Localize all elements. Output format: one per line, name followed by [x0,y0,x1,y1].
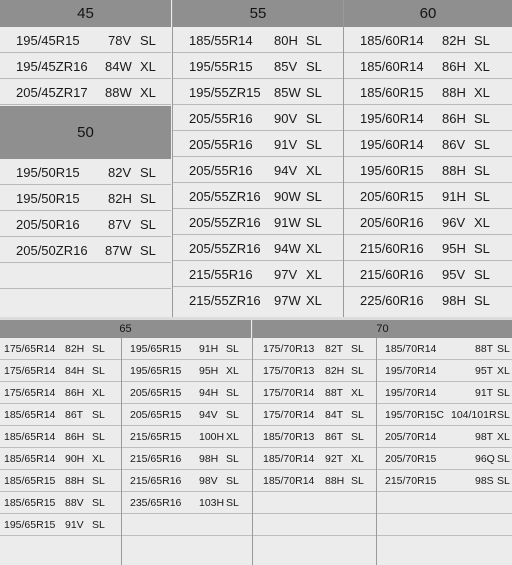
tire-size: 205/65R15 [130,387,182,399]
tire-size: 215/65R16 [130,475,182,487]
table-row [122,382,252,404]
load-speed: 95H [199,365,219,377]
tire-size: 195/45R15 [16,33,80,48]
table-row [0,514,121,536]
table-row [344,27,512,53]
load-speed: 91H [199,343,219,355]
load-type: SL [92,409,105,421]
table-row [122,360,252,382]
table-row [0,53,171,79]
tire-size: 215/65R16 [130,453,182,465]
load-speed: 100H [199,431,225,443]
load-type: SL [474,267,490,282]
table-row [344,261,512,287]
tire-size: 185/60R15 [360,85,424,100]
tire-size: 195/70R14 [385,365,437,377]
load-type: XL [226,431,239,443]
table-row [0,470,121,492]
table-row [344,183,512,209]
table-row [122,404,252,426]
load-speed: 98T [475,431,494,443]
tire-size: 175/70R14 [263,387,315,399]
table-row [173,209,343,235]
load-speed: 95V [442,267,466,282]
table-row [377,470,512,492]
load-speed: 94V [199,409,218,421]
tire-size: 205/55ZR16 [189,241,261,256]
tire-size: 195/60R14 [360,137,424,152]
load-speed: 92T [325,453,344,465]
table-row [253,360,376,382]
load-type: SL [474,293,490,308]
table-row [344,157,512,183]
tire-size: 195/55R15 [189,59,253,74]
load-type: SL [92,475,105,487]
tire-size: 215/60R16 [360,267,424,282]
tire-size: 205/55R16 [189,163,253,178]
table-row [0,382,121,404]
load-type: SL [140,243,156,258]
load-speed: 94V [274,163,298,178]
load-type: SL [226,475,239,487]
load-type: SL [497,387,510,399]
tire-size: 205/50ZR16 [16,243,88,258]
tire-size: 195/60R14 [360,111,424,126]
table-row [0,79,171,105]
load-speed: 95H [442,241,466,256]
load-type: SL [474,137,490,152]
series-header-65: 65 [0,320,251,338]
load-type: SL [226,387,239,399]
table-row [173,183,343,209]
empty-row [122,514,252,536]
load-speed: 98H [199,453,219,465]
tire-size: 205/45ZR17 [16,85,88,100]
table-row [344,79,512,105]
tire-size: 175/65R14 [4,365,56,377]
table-row [0,27,171,53]
tire-size: 205/55R16 [189,111,253,126]
series-header-70: 70 [253,320,512,338]
tire-size: 175/65R14 [4,387,56,399]
load-type: XL [497,365,510,377]
empty-row [0,536,121,558]
series-header-60: 60 [344,0,512,27]
table-row [0,448,121,470]
load-speed: 85V [274,59,298,74]
tire-size: 215/55R16 [189,267,253,282]
load-type: XL [474,215,490,230]
table-row [344,287,512,313]
load-type: SL [497,343,510,355]
load-type: XL [497,431,510,443]
empty-row [122,536,252,558]
load-type: SL [474,33,490,48]
tire-size: 195/60R15 [360,163,424,178]
load-speed: 91H [442,189,466,204]
load-type: SL [497,475,510,487]
load-speed: 88H [442,85,466,100]
tire-size: 195/55ZR15 [189,85,261,100]
load-type: SL [306,111,322,126]
load-type: SL [226,409,239,421]
tire-size: 195/50R15 [16,191,80,206]
load-speed: 90W [274,189,301,204]
table-row [173,235,343,261]
tire-size: 205/55ZR16 [189,215,261,230]
table-row [122,448,252,470]
load-speed: 86H [442,59,466,74]
load-speed: 82H [325,365,345,377]
table-row [173,131,343,157]
load-speed: 85W [274,85,301,100]
tire-size: 185/60R14 [360,59,424,74]
load-type: SL [306,189,322,204]
table-row [344,209,512,235]
load-type: SL [351,409,364,421]
load-speed: 82T [325,343,344,355]
load-type: SL [497,409,510,421]
tire-size: 195/70R15C [385,409,444,421]
load-speed: 97V [274,267,298,282]
load-type: SL [140,165,156,180]
load-speed: 88H [65,475,85,487]
load-speed: 84T [325,409,344,421]
load-speed: 86V [442,137,466,152]
load-type: SL [306,137,322,152]
load-type: SL [351,343,364,355]
tire-size: 215/65R15 [130,431,182,443]
load-speed: 84W [105,59,132,74]
load-speed: 86T [325,431,344,443]
tire-size: 185/60R14 [360,33,424,48]
tire-size: 195/65R15 [130,365,182,377]
table-row [173,287,343,313]
table-row [0,404,121,426]
load-type: SL [92,497,105,509]
load-type: SL [306,85,322,100]
tire-size: 215/60R16 [360,241,424,256]
table-row [122,338,252,360]
load-speed: 91T [475,387,494,399]
load-type: SL [306,215,322,230]
load-type: SL [474,241,490,256]
table-row [377,338,512,360]
empty-row [377,536,512,558]
table-row [0,237,171,263]
table-row [253,404,376,426]
load-speed: 91W [274,215,301,230]
load-speed: 82V [108,165,132,180]
table-row [253,470,376,492]
table-row [344,105,512,131]
tire-size: 215/70R15 [385,475,437,487]
table-row [253,338,376,360]
load-speed: 88H [325,475,345,487]
load-type: XL [306,241,322,256]
load-type: SL [351,475,364,487]
load-type: SL [226,497,239,509]
load-speed: 88T [475,343,494,355]
tire-size: 205/70R14 [385,431,437,443]
load-type: SL [92,365,105,377]
load-speed: 87V [108,217,132,232]
load-speed: 90V [274,111,298,126]
load-speed: 88H [442,163,466,178]
table-row [173,261,343,287]
load-type: SL [140,33,156,48]
bottom-table [0,320,512,565]
table-row [173,79,343,105]
table-row [122,492,252,514]
series-header-55: 55 [173,0,343,27]
table-row [122,470,252,492]
table-row [0,492,121,514]
load-type: SL [92,519,105,531]
tire-size: 205/55R16 [189,137,253,152]
tire-size: 205/50R16 [16,217,80,232]
table-row [0,159,171,185]
tire-size: 185/65R14 [4,409,56,421]
empty-row [377,492,512,514]
tire-size: 205/60R16 [360,215,424,230]
table-row [377,360,512,382]
load-speed: 82H [65,343,85,355]
load-type: XL [474,59,490,74]
tire-size: 185/70R14 [263,453,315,465]
tire-size: 195/50R15 [16,165,80,180]
tire-size: 175/65R14 [4,343,56,355]
table-row [253,382,376,404]
load-speed: 103H [199,497,225,509]
table-row [377,404,512,426]
load-speed: 78V [108,33,132,48]
empty-row [0,289,171,315]
table-row [0,211,171,237]
tire-size: 185/65R15 [4,497,56,509]
load-type: SL [92,431,105,443]
load-speed: 97W [274,293,301,308]
load-type: SL [474,163,490,178]
load-type: SL [351,431,364,443]
column-60 [344,0,512,317]
tire-size: 215/55ZR16 [189,293,261,308]
tire-size: 175/70R13 [263,343,315,355]
tire-size: 185/65R15 [4,475,56,487]
table-row [377,426,512,448]
load-speed: 84H [65,365,85,377]
load-speed: 82H [108,191,132,206]
tire-size: 185/55R14 [189,33,253,48]
load-speed: 86H [65,387,85,399]
load-speed: 87W [105,243,132,258]
table-row [344,53,512,79]
tire-size: 185/70R13 [263,431,315,443]
load-speed: 94W [274,241,301,256]
load-speed: 86H [442,111,466,126]
column-45 [0,0,171,317]
table-row [377,448,512,470]
load-speed: 86T [65,409,84,421]
load-type: XL [140,59,156,74]
load-type: SL [92,343,105,355]
load-type: SL [351,365,364,377]
load-type: SL [306,59,322,74]
table-row [173,105,343,131]
load-type: XL [306,163,322,178]
table-row [0,338,121,360]
table-row [344,235,512,261]
load-speed: 91V [274,137,298,152]
load-type: SL [497,453,510,465]
table-row [173,53,343,79]
tire-size: 235/65R16 [130,497,182,509]
load-type: SL [474,111,490,126]
load-speed: 88T [325,387,344,399]
series-header-45: 45 [0,0,171,27]
tire-size: 205/70R15 [385,453,437,465]
load-type: XL [92,453,105,465]
table-row [377,382,512,404]
column-55 [173,0,343,317]
table-row [173,157,343,183]
tire-size: 185/65R14 [4,431,56,443]
load-type: SL [140,191,156,206]
load-type: XL [474,85,490,100]
empty-row [253,492,376,514]
series-header-50: 50 [0,106,171,159]
tire-size: 225/60R16 [360,293,424,308]
table-row [173,27,343,53]
table-row [344,131,512,157]
tire-size: 185/65R14 [4,453,56,465]
load-type: XL [351,453,364,465]
tire-size: 185/70R14 [263,475,315,487]
load-type: XL [92,387,105,399]
table-row [122,426,252,448]
load-type: XL [140,85,156,100]
load-speed: 80H [274,33,298,48]
load-type: XL [306,293,322,308]
empty-row [253,536,376,558]
load-type: XL [351,387,364,399]
load-type: SL [226,453,239,465]
load-speed: 94H [199,387,219,399]
load-speed: 82H [442,33,466,48]
load-speed: 96V [442,215,466,230]
tire-size: 175/70R13 [263,365,315,377]
load-speed: 88V [65,497,84,509]
table-row [0,426,121,448]
table-row [253,448,376,470]
empty-row [253,514,376,536]
load-type: SL [140,217,156,232]
tire-size: 205/55ZR16 [189,189,261,204]
load-speed: 104/101R [451,409,497,421]
load-type: XL [226,365,239,377]
load-speed: 96Q [475,453,495,465]
load-speed: 95T [475,365,494,377]
tire-size: 185/70R14 [385,343,437,355]
load-type: SL [474,189,490,204]
tire-size: 195/65R15 [130,343,182,355]
load-speed: 98H [442,293,466,308]
tire-size: 175/70R14 [263,409,315,421]
load-type: SL [226,343,239,355]
tire-size: 195/70R14 [385,387,437,399]
table-row [253,426,376,448]
load-speed: 88W [105,85,132,100]
tire-size: 205/60R15 [360,189,424,204]
load-speed: 98V [199,475,218,487]
tire-size: 205/65R15 [130,409,182,421]
load-type: SL [306,33,322,48]
load-speed: 91V [65,519,84,531]
table-row [0,185,171,211]
load-speed: 98S [475,475,494,487]
tire-size: 195/45ZR16 [16,59,88,74]
empty-row [377,514,512,536]
load-speed: 90H [65,453,85,465]
empty-row [0,263,171,289]
load-speed: 86H [65,431,85,443]
tire-size: 195/65R15 [4,519,56,531]
table-row [0,360,121,382]
load-type: XL [306,267,322,282]
